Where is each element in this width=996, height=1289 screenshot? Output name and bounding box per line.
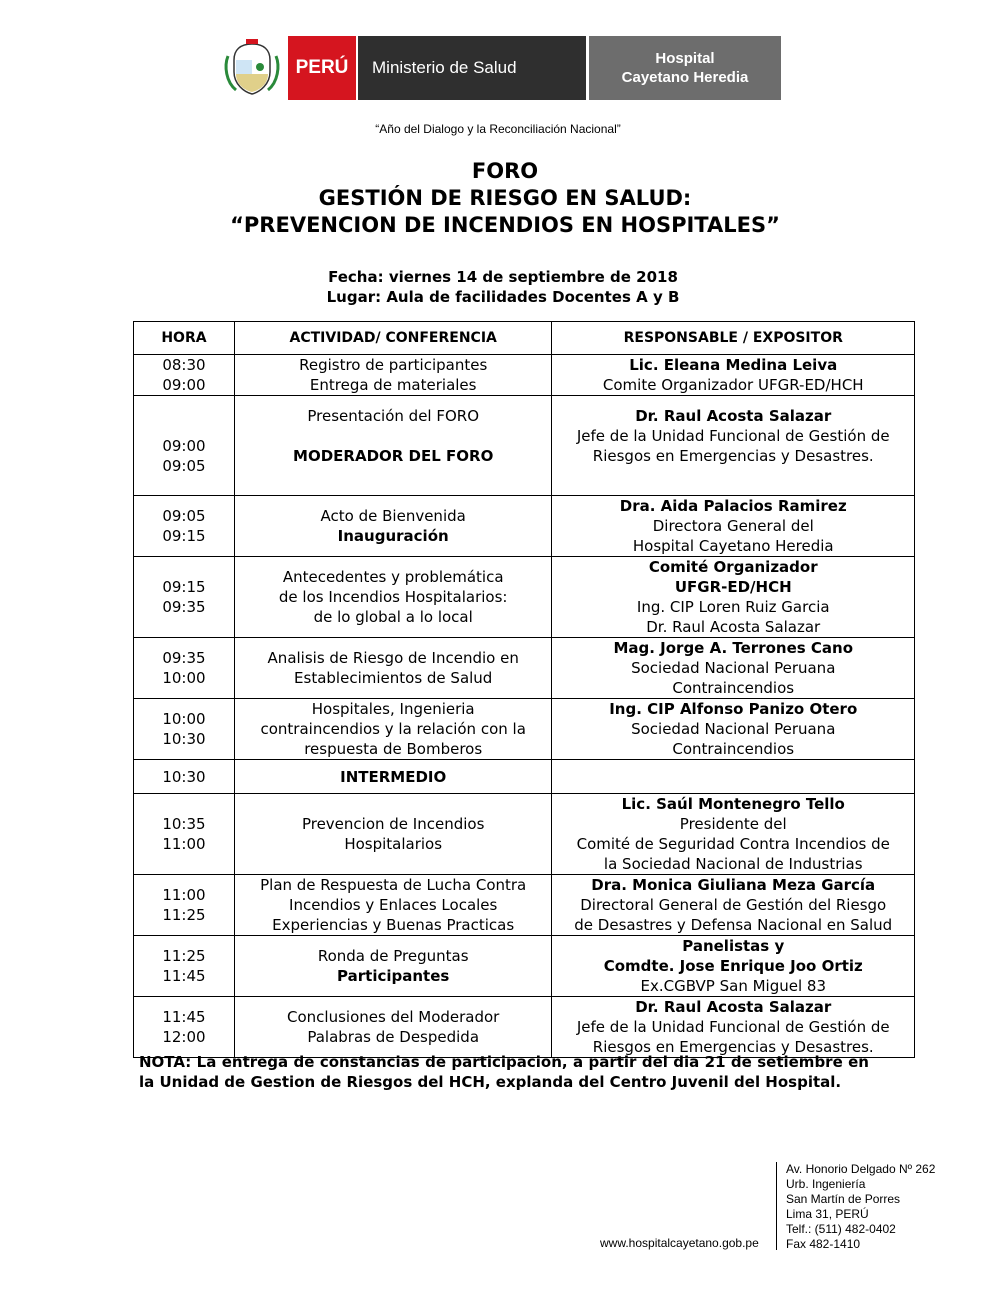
address-line: Lima 31, PERÚ [786, 1207, 869, 1221]
responsable-cell: Dra. Aida Palacios Ramirez Directora General del Hospital Cayetano Heredia [552, 496, 915, 557]
hora-cell: 10:30 [134, 760, 235, 794]
ministry-brand-block [358, 36, 586, 100]
table-row [134, 396, 915, 496]
column-header-hora: HORA [134, 322, 235, 355]
address-line: Urb. Ingeniería [786, 1177, 866, 1191]
address-line: San Martín de Porres [786, 1192, 901, 1206]
year-motto: “Año del Dialogo y la Reconciliación Nacional” [375, 122, 621, 136]
actividad-cell: Acto de Bienvenida Inauguración [234, 496, 552, 557]
table-row [134, 699, 915, 760]
hora-cell: 09:35 10:00 [134, 638, 235, 699]
title-line: “PREVENCION DE INCENDIOS EN HOSPITALES” [230, 213, 780, 237]
table-row [134, 355, 915, 396]
table-header-row [134, 322, 915, 355]
hora-cell: 11:25 11:45 [134, 936, 235, 997]
responsable-cell: Lic. Eleana Medina Leiva Comite Organizador UFGR-ED/HCH [552, 355, 915, 396]
table-row [134, 794, 915, 875]
table-row [134, 760, 915, 794]
responsable-cell: Panelistas y Comdte. Jose Enrique Joo Ortiz Ex.CGBVP San Miguel 83 [552, 936, 915, 997]
table-row [134, 997, 915, 1058]
hora-cell: 09:05 09:15 [134, 496, 235, 557]
table-row [134, 936, 915, 997]
footer-divider [776, 1162, 777, 1250]
coat-of-arms-icon [222, 38, 282, 98]
column-header-responsable: RESPONSABLE / EXPOSITOR [552, 322, 915, 355]
hora-cell: 09:15 09:35 [134, 557, 235, 638]
hora-cell: 11:45 12:00 [134, 997, 235, 1058]
hora-cell: 10:00 10:30 [134, 699, 235, 760]
event-location: Lugar: Aula de facilidades Docentes A y B [326, 288, 680, 306]
event-date: Fecha: viernes 14 de septiembre de 2018 [328, 268, 678, 286]
hora-cell: 08:30 09:00 [134, 355, 235, 396]
responsable-cell: Ing. CIP Alfonso Panizo Otero Sociedad Nacional Peruana Contraincendios [552, 699, 915, 760]
actividad-cell: INTERMEDIO [234, 760, 552, 794]
website-link[interactable]: www.hospitalcayetano.gob.pe [600, 1236, 759, 1250]
participation-note: NOTA: La entrega de constancias de participacion, a partir del dia 21 de setiembre en la Unidad de Gestion de Riesgos del HCH, explanda del Centro Juvenil del Hospital. [139, 1053, 869, 1091]
actividad-cell: Ronda de Preguntas Participantes [234, 936, 552, 997]
hora-cell: 11:00 11:25 [134, 875, 235, 936]
responsable-cell: Dra. Monica Giuliana Meza García Directoral General de Gestión del Riesgo de Desastres y Defensa Nacional en Salud [552, 875, 915, 936]
actividad-cell: Conclusiones del Moderador Palabras de Despedida [234, 997, 552, 1058]
table-row [134, 638, 915, 699]
table-row [134, 875, 915, 936]
hora-cell: 09:00 09:05 [134, 396, 235, 496]
address-line: Fax 482-1410 [786, 1237, 861, 1251]
address-line: Telf.: (511) 482-0402 [786, 1222, 896, 1236]
hora-cell: 10:35 11:00 [134, 794, 235, 875]
hospital-label-line1: Hospital [655, 50, 715, 67]
responsable-cell: Dr. Raul Acosta Salazar Jefe de la Unidad Funcional de Gestión de Riesgos en Emergencias y Desastres. [552, 997, 915, 1058]
responsable-cell: Comité Organizador UFGR-ED/HCH Ing. CIP Loren Ruiz Garcia Dr. Raul Acosta Salazar [552, 557, 915, 638]
actividad-cell: Analisis de Riesgo de Incendio en Establecimientos de Salud [234, 638, 552, 699]
table-row [134, 557, 915, 638]
hospital-label-line2: Cayetano Heredia [621, 69, 749, 86]
actividad-cell: Hospitales, Ingenieria contraincendios y la relación con la respuesta de Bomberos [234, 699, 552, 760]
responsable-cell: Mag. Jorge A. Terrones Cano Sociedad Nacional Peruana Contraincendios [552, 638, 915, 699]
actividad-cell: Registro de participantes Entrega de materiales [234, 355, 552, 396]
title-line: GESTIÓN DE RIESGO EN SALUD: [318, 186, 692, 210]
responsable-cell: Dr. Raul Acosta Salazar Jefe de la Unidad Funcional de Gestión de Riesgos en Emergencias y Desastres. [552, 396, 915, 496]
table-row [134, 496, 915, 557]
title-line: FORO [471, 159, 539, 183]
actividad-cell: Presentación del FORO MODERADOR DEL FORO [234, 396, 552, 496]
agenda-table [133, 321, 915, 1058]
hospital-brand-block [589, 36, 781, 100]
actividad-cell: Prevencion de Incendios Hospitalarios [234, 794, 552, 875]
institutional-header [222, 36, 782, 100]
ministry-label: Ministerio de Salud [372, 58, 517, 77]
peru-brand-block [288, 36, 356, 100]
peru-label: PERÚ [295, 57, 349, 78]
address-line: Av. Honorio Delgado Nº 262 [786, 1162, 936, 1176]
footer-address [786, 1162, 935, 1252]
actividad-cell: Plan de Respuesta de Lucha Contra Incendios y Enlaces Locales Experiencias y Buenas Practicas [234, 875, 552, 936]
responsable-cell: Lic. Saúl Montenegro Tello Presidente del Comité de Seguridad Contra Incendios de la Sociedad Nacional de Industrias [552, 794, 915, 875]
actividad-cell: Antecedentes y problemática de los Incendios Hospitalarios: de lo global a lo local [234, 557, 552, 638]
event-details [0, 267, 996, 307]
column-header-actividad: ACTIVIDAD/ CONFERENCIA [234, 322, 552, 355]
responsable-cell [552, 760, 915, 794]
document-title [0, 158, 996, 239]
